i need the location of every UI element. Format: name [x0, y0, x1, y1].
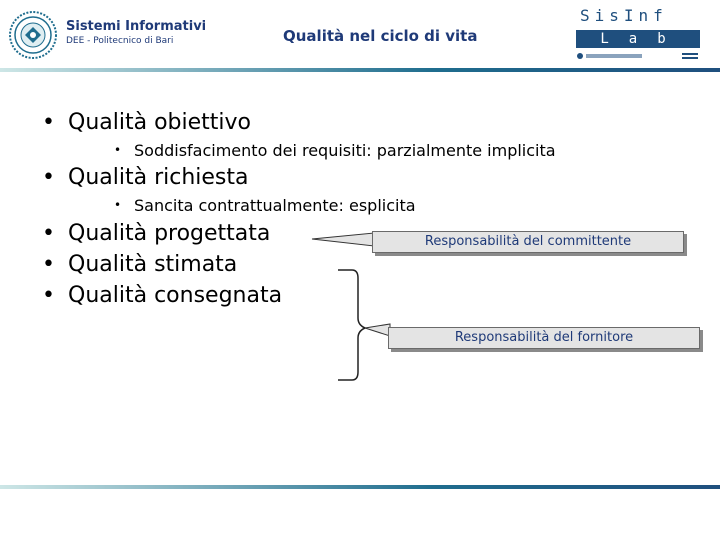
callout-committente: Responsabilità del committente [372, 231, 684, 253]
bullet-text: Qualità richiesta [68, 165, 249, 190]
committente-pointer [312, 233, 374, 246]
brand-bottom-text: Lab [576, 30, 700, 48]
subbullet-text: Soddisfacimento dei requisiti: parzialmente implicita [134, 141, 556, 160]
subbullet-text: Sancita contrattualmente: esplicita [134, 196, 416, 215]
bullet-glyph: • [42, 283, 55, 308]
header-subtitle: DEE - Politecnico di Bari [66, 36, 174, 46]
bullet-glyph: • [114, 143, 122, 157]
bullet-text: Qualità consegnata [68, 283, 283, 308]
bullet-text: Qualità obiettivo [68, 110, 251, 135]
callout-fornitore: Responsabilità del fornitore [388, 327, 700, 349]
brand-top-text: SisInf [580, 6, 668, 25]
bullet-glyph: • [42, 252, 55, 277]
bullet-glyph: • [42, 165, 55, 190]
footer-rule [0, 485, 720, 489]
bullet-glyph: • [42, 110, 55, 135]
slide-title: Qualità nel ciclo di vita [283, 27, 478, 45]
bullet-glyph: • [42, 221, 55, 246]
bullet-text: Qualità stimata [68, 252, 238, 277]
fornitore-pointer [365, 324, 390, 336]
bullet-text: Qualità progettata [68, 221, 271, 246]
fornitore-brace [338, 270, 365, 380]
bullet-glyph: • [114, 198, 122, 212]
header-title: Sistemi Informativi [66, 19, 207, 34]
